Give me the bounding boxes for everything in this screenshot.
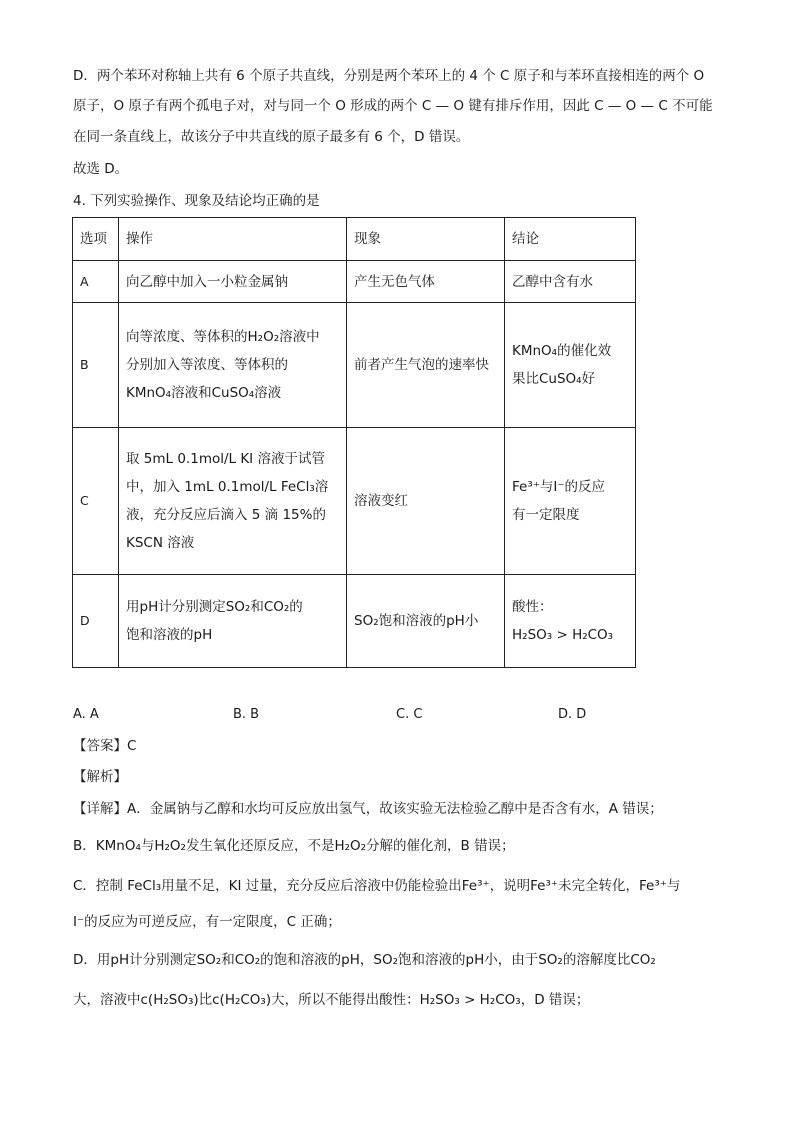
choice-a: A. A — [73, 707, 99, 722]
row-option: C — [73, 428, 119, 575]
explanation-line-5: D．用pH计分别测定SO₂和CO₂的饱和溶液的pH，SO₂饱和溶液的pH小，由于SO₂的溶解度比CO₂ — [73, 952, 656, 968]
operation-line: 液，充分反应后滴入 5 滴 15%的 — [126, 507, 326, 523]
operation-line: 向乙醇中加入一小粒金属钠 — [126, 273, 288, 290]
table-row — [73, 261, 636, 303]
choice-b: B. B — [233, 707, 260, 722]
table-row — [73, 428, 636, 575]
explanation-line-3: C．控制 FeCl₃用量不足，KI 过量，充分反应后溶液中仍能检验出Fe³⁺，说明Fe³⁺未完全转化，Fe³⁺与 — [73, 878, 681, 894]
table-row — [73, 575, 636, 668]
prev-option-d-line-3: 在同一条直线上，故该分子中共直线的原子最多有 6 个，D 错误。 — [73, 129, 470, 145]
operation-line: 向等浓度、等体积的H₂O₂溶液中 — [126, 329, 320, 345]
experiment-table — [72, 217, 636, 668]
header-phenomenon: 现象 — [347, 218, 505, 261]
conclusion-line: KMnO₄的催化效 — [512, 343, 612, 359]
conclusion-line: 果比CuSO₄好 — [512, 371, 596, 387]
phenomenon-line: 产生无色气体 — [354, 273, 435, 290]
row-option: D — [73, 575, 119, 668]
header-conclusion: 结论 — [505, 218, 636, 261]
operation-line: 中，加入 1mL 0.1mol/L FeCl₃溶 — [126, 479, 329, 495]
operation-line: KMnO₄溶液和CuSO₄溶液 — [126, 385, 282, 401]
conclusion-line: H₂SO₃ > H₂CO₃ — [512, 627, 614, 643]
phenomenon-line: 溶液变红 — [354, 493, 408, 509]
row-option: A — [73, 261, 119, 303]
conclusion-line: 有一定限度 — [512, 507, 580, 523]
conclusion-line: 酸性： — [512, 599, 553, 615]
operation-line: 取 5mL 0.1mol/L KI 溶液于试管 — [126, 451, 325, 467]
conclusion-line: 乙醇中含有水 — [512, 273, 593, 290]
prev-option-d-line-1: D．两个苯环对称轴上共有 6 个原子共直线，分别是两个苯环上的 4 个 C 原子和与苯环直接相连的两个 O — [73, 68, 705, 84]
prev-answer-choice: 故选 D。 — [73, 161, 129, 177]
phenomenon-line: SO₂饱和溶液的pH小 — [354, 613, 479, 629]
analysis-label: 【解析】 — [73, 769, 127, 785]
answer-label: 【答案】C — [73, 738, 137, 754]
operation-line: 用pH计分别测定SO₂和CO₂的 — [126, 599, 303, 615]
operation-line: 饱和溶液的pH — [126, 627, 213, 643]
table-row — [73, 303, 636, 428]
explanation-line-4: I⁻的反应为可逆反应，有一定限度，C 正确； — [73, 914, 341, 930]
choice-d: D. D — [558, 707, 587, 722]
header-option: 选项 — [73, 218, 119, 261]
phenomenon-line: 前者产生气泡的速率快 — [354, 357, 489, 373]
header-operation: 操作 — [119, 218, 347, 261]
question-stem: 4. 下列实验操作、现象及结论均正确的是 — [73, 193, 320, 209]
conclusion-line: Fe³⁺与I⁻的反应 — [512, 479, 605, 495]
explanation-line-2: B．KMnO₄与H₂O₂发生氧化还原反应，不是H₂O₂分解的催化剂，B 错误； — [73, 838, 515, 854]
row-option: B — [73, 303, 119, 428]
table-header-row — [73, 218, 636, 261]
operation-line: 分别加入等浓度、等体积的 — [126, 357, 288, 373]
explanation-line-6: 大，溶液中c(H₂SO₃)比c(H₂CO₃)大，所以不能得出酸性：H₂SO₃ > H₂CO₃，D 错误； — [73, 992, 590, 1008]
explanation-line-1: 【详解】A．金属钠与乙醇和水均可反应放出氢气，故该实验无法检验乙醇中是否含有水，A 错误； — [73, 801, 663, 817]
choice-c: C. C — [396, 707, 423, 722]
prev-option-d-line-2: 原子，O 原子有两个孤电子对，对与同一个 O 形成的两个 C — O 键有排斥作用，因此 C — O — C 不可能 — [73, 98, 713, 114]
operation-line: KSCN 溶液 — [126, 535, 195, 551]
